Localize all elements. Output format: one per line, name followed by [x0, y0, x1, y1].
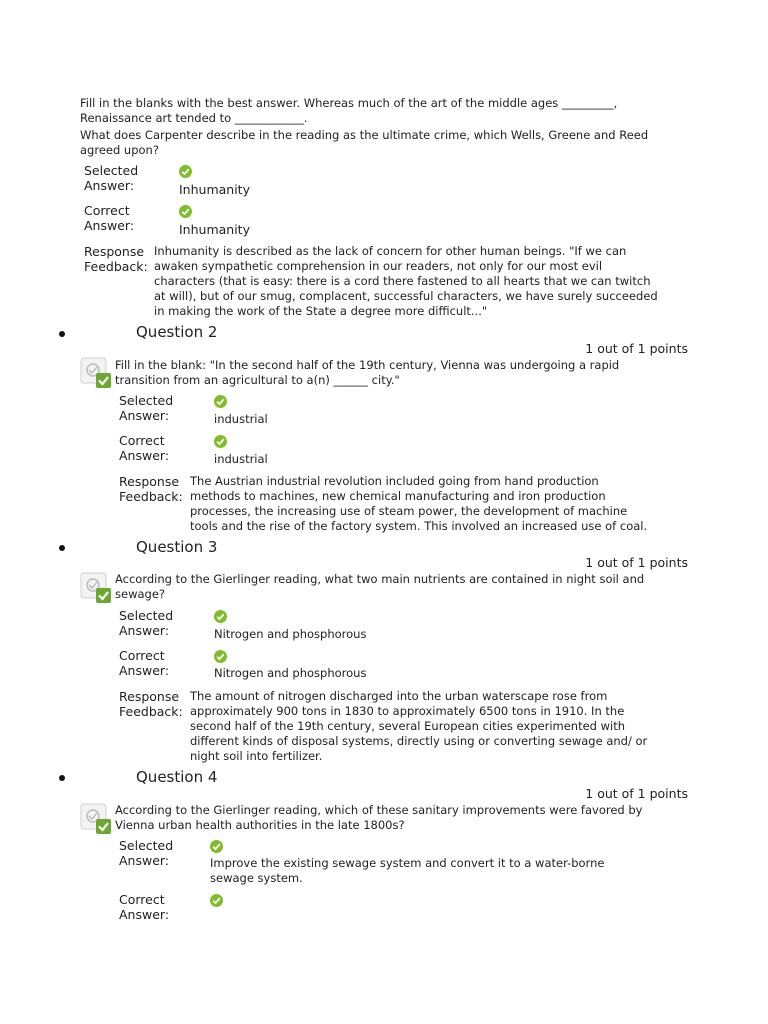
graded-correct-icon	[80, 357, 110, 387]
response-feedback-text: The Austrian industrial revolution included going from hand production methods to machines, new chemical manufacturing and iron production processes, the increasing use of steam power, the development of machine tools and the rise of the factory system. This involved an increased use of coal.	[190, 474, 648, 533]
check-circle-icon	[210, 894, 223, 907]
points-score: 1 out of 1 points	[585, 786, 688, 801]
selected-answer-value: Nitrogen and phosphorous	[214, 627, 367, 641]
question-2-text: Fill in the blank: "In the second half of the 19th century, Vienna was undergoing a rapid transition from an agricultural to a(n) ______ city."	[115, 358, 620, 387]
list-bullet	[59, 545, 65, 551]
question-title: Question 3	[136, 538, 218, 556]
correct-answer-value: industrial	[214, 452, 268, 466]
points-score: 1 out of 1 points	[585, 341, 688, 356]
selected-answer-label: Selected Answer:	[119, 608, 174, 638]
question-4-text: According to the Gierlinger reading, which of these sanitary improvements were favored by Vienna urban health authorities in the late 1800s?	[115, 803, 643, 832]
check-circle-icon	[214, 610, 227, 623]
points-score: 1 out of 1 points	[585, 555, 688, 570]
question-title: Question 4	[136, 768, 218, 786]
correct-answer-label: Correct Answer:	[119, 433, 170, 463]
selected-answer-label: Selected Answer:	[84, 163, 139, 193]
list-bullet	[59, 331, 65, 337]
response-feedback-text: Inhumanity is described as the lack of concern for other human beings. "If we can awaken sympathetic comprehension in our readers, not only for our most evil characters (that is easy: there is a cord there fastened to all hearts that we can twitch at will), but of our smug, complacent, successful characters, we have surely succeeded in making the work of the State a degree more difficult..."	[154, 244, 658, 318]
check-circle-icon	[214, 435, 227, 448]
question-1-text: What does Carpenter describe in the reading as the ultimate crime, which Wells, Greene and Reed agreed upon?	[80, 128, 649, 157]
correct-answer-value: Nitrogen and phosphorous	[214, 666, 367, 680]
graded-correct-icon	[80, 572, 110, 602]
question-3-text: According to the Gierlinger reading, what two main nutrients are contained in night soil and sewage?	[115, 572, 645, 601]
correct-answer-value: Inhumanity	[179, 222, 250, 237]
check-circle-icon	[210, 840, 223, 853]
check-circle-icon	[179, 165, 192, 178]
check-circle-icon	[214, 650, 227, 663]
correct-answer-label: Correct Answer:	[119, 648, 170, 678]
graded-correct-icon	[80, 803, 110, 833]
correct-answer-label: Correct Answer:	[119, 892, 170, 922]
check-circle-icon	[214, 395, 227, 408]
check-circle-icon	[179, 205, 192, 218]
question-title: Question 2	[136, 323, 218, 341]
list-bullet	[59, 775, 65, 781]
response-feedback-label: Response Feedback:	[119, 474, 183, 504]
selected-answer-value: industrial	[214, 412, 268, 426]
response-feedback-text: The amount of nitrogen discharged into the urban waterscape rose from approximately 900 tons in 1830 to approximately 6500 tons in 1910. In the second half of the 19th century, several European cities experimented with different kinds of disposal systems, directly using or converting sewage and/ or night soil into fertilizer.	[190, 689, 648, 763]
response-feedback-label: Response Feedback:	[84, 244, 148, 274]
response-feedback-label: Response Feedback:	[119, 689, 183, 719]
correct-answer-label: Correct Answer:	[84, 203, 135, 233]
selected-answer-label: Selected Answer:	[119, 393, 174, 423]
selected-answer-label: Selected Answer:	[119, 838, 174, 868]
selected-answer-value: Inhumanity	[179, 182, 250, 197]
selected-answer-value: Improve the existing sewage system and convert it to a water-borne sewage system.	[210, 856, 605, 885]
prev-question-text: Fill in the blanks with the best answer. Whereas much of the art of the middle ages _________, Renaissance art tended to ____________.	[80, 96, 618, 125]
